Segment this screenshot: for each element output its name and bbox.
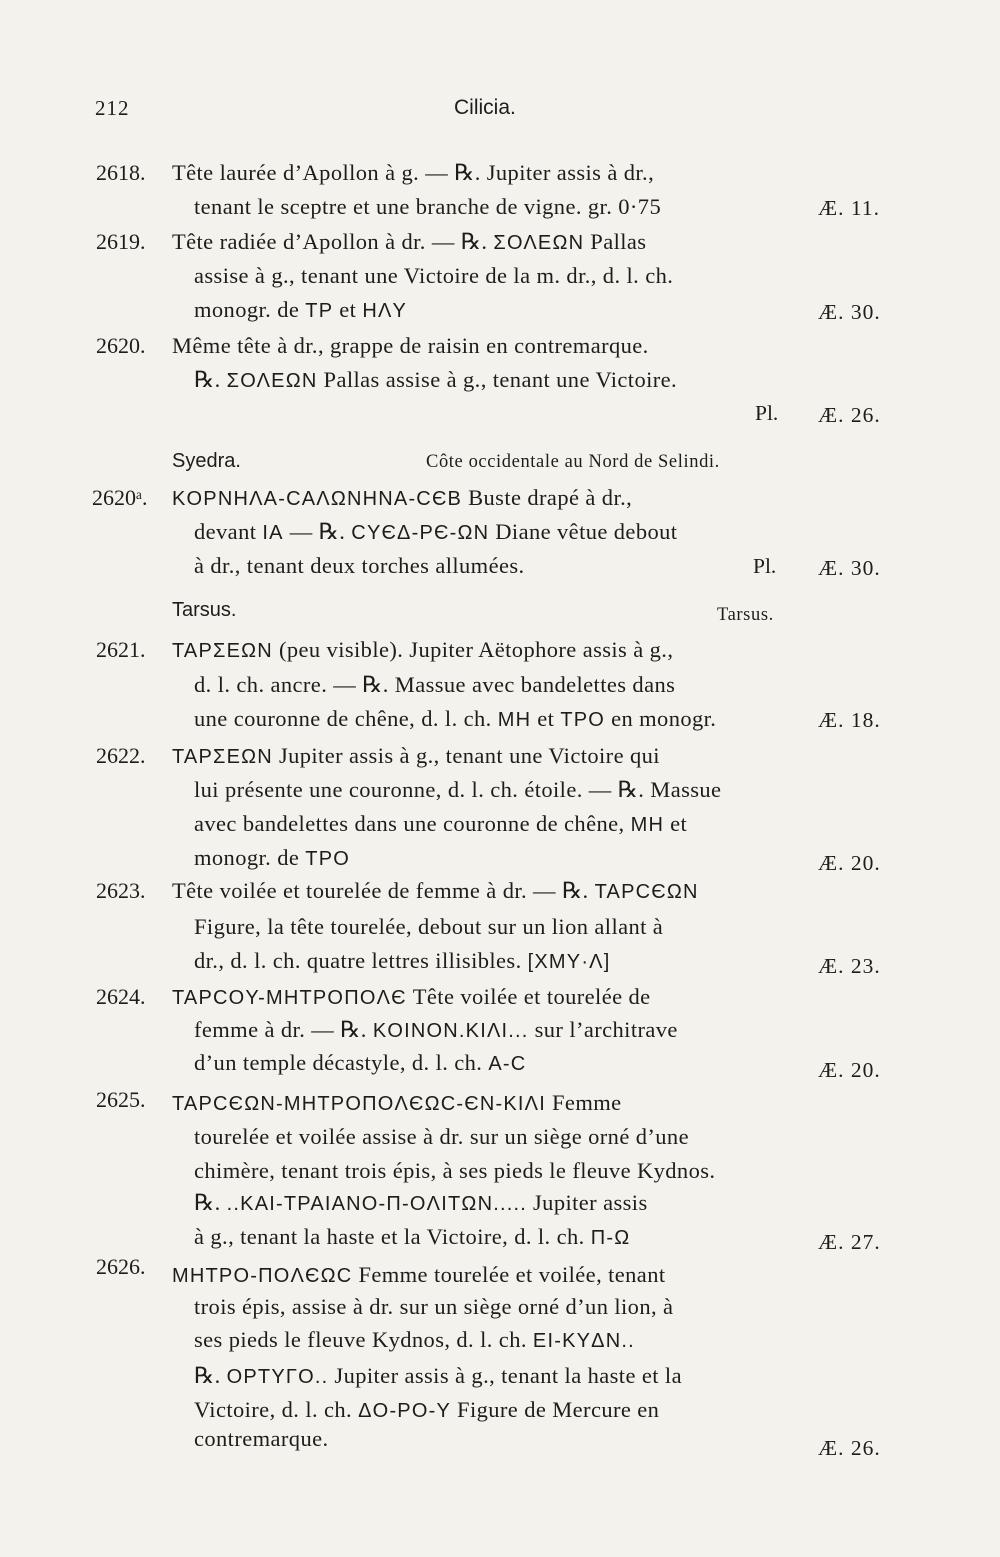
entry-line xyxy=(194,1363,682,1389)
greek-legend: ΔO-PO-Y xyxy=(358,1400,451,1422)
entry-line: Tête laurée d’Apollon à g. — ℞. Jupiter assis à dr., xyxy=(172,160,655,185)
entry-line: trois épis, assise à dr. sur un siège orné d’un lion, à xyxy=(194,1294,674,1319)
metal-size: Æ. 30. xyxy=(818,300,881,324)
greek-legend: OPTYΓO.. xyxy=(226,1366,329,1388)
entry-line: tenant le sceptre et une branche de vigne. gr. 0·75 xyxy=(194,194,662,219)
line-text: ℞. xyxy=(194,1190,221,1215)
metal-size: Æ. 27. xyxy=(818,1230,881,1254)
section-location: Côte occidentale au Nord de Selindi. xyxy=(426,452,720,472)
line-text: Pallas assise à g., tenant une Victoire. xyxy=(323,367,678,392)
entry-number: 2626. xyxy=(96,1254,146,1279)
line-text: à g., tenant la haste et la Victoire, d. l. ch. xyxy=(194,1224,585,1249)
entry-line xyxy=(172,229,646,255)
entry-line xyxy=(194,297,407,323)
section-heading: Tarsus. xyxy=(172,599,237,621)
line-text: Jupiter assis xyxy=(533,1190,648,1215)
section-heading: Syedra. xyxy=(172,450,241,472)
running-title: Cilicia. xyxy=(454,96,516,119)
entry-number: 2618. xyxy=(96,160,146,185)
line-text: ses pieds le fleuve Kydnos, d. l. ch. xyxy=(194,1327,527,1352)
entry-line: à dr., tenant deux torches allumées. xyxy=(194,553,525,578)
entry-number: 2622. xyxy=(96,743,146,768)
metal-size: Æ. 30. xyxy=(818,556,881,580)
greek-legend: Π-Ω xyxy=(590,1227,631,1249)
metal-size: Æ. 18. xyxy=(818,708,881,732)
metal-size: Æ. 26. xyxy=(818,403,881,427)
line-text: femme à dr. — ℞. xyxy=(194,1017,367,1042)
line-text: Pallas xyxy=(590,229,647,254)
greek-legend: TP xyxy=(305,300,334,322)
entry-line xyxy=(194,1190,648,1216)
greek-legend: KOINON.KIΛI... xyxy=(372,1020,529,1042)
line-text: une couronne de chêne, d. l. ch. xyxy=(194,706,492,731)
entry-line xyxy=(172,878,699,904)
line-text: Femme tourelée et voilée, tenant xyxy=(358,1262,666,1287)
line-text: Buste drapé à dr., xyxy=(468,485,633,510)
line-text: en monogr. xyxy=(611,706,717,731)
greek-legend: ΣΟΛΕΩΝ xyxy=(493,232,585,254)
entry-line xyxy=(194,845,350,871)
entry-line: chimère, tenant trois épis, à ses pieds le fleuve Kydnos. xyxy=(194,1158,716,1183)
line-text: devant xyxy=(194,519,257,544)
metal-size: Æ. 23. xyxy=(818,954,881,978)
greek-legend: KOPNHΛA-CAΛΩNHNA-CЄB xyxy=(172,488,463,510)
greek-legend: MH xyxy=(630,814,665,836)
line-text: monogr. de xyxy=(194,845,300,870)
entry-line xyxy=(172,984,651,1010)
entry-line xyxy=(194,1397,659,1423)
entry-line xyxy=(194,706,716,732)
entry-number: 2624. xyxy=(96,984,146,1009)
entry-line xyxy=(194,367,677,393)
line-text: et xyxy=(339,297,357,322)
entry-line xyxy=(194,1050,526,1076)
entry-line: tourelée et voilée assise à dr. sur un siège orné d’une xyxy=(194,1124,689,1149)
line-text: ℞. xyxy=(194,367,221,392)
line-text: et xyxy=(537,706,555,731)
entry-line: d. l. ch. ancre. — ℞. Massue avec bandelettes dans xyxy=(194,672,676,697)
line-text: d’un temple décastyle, d. l. ch. xyxy=(194,1050,483,1075)
line-text: Femme xyxy=(552,1090,622,1115)
entry-line xyxy=(194,948,611,974)
line-text: — ℞. xyxy=(289,519,346,544)
line-text: et xyxy=(670,811,688,836)
entry-line xyxy=(172,1090,622,1116)
entry-number: 2620. xyxy=(96,333,146,358)
page-number: 212 xyxy=(95,96,130,120)
entry-line: Même tête à dr., grappe de raisin en contremarque. xyxy=(172,333,649,358)
greek-legend: TPO xyxy=(560,709,606,731)
greek-legend: TAPCЄΩN xyxy=(594,881,699,903)
metal-size: Æ. 20. xyxy=(818,851,881,875)
line-text: Diane vêtue debout xyxy=(495,519,678,544)
line-text: monogr. de xyxy=(194,297,300,322)
entry-line: contremarque. xyxy=(194,1426,329,1451)
entry-line xyxy=(172,743,660,769)
metal-size: Æ. 20. xyxy=(818,1058,881,1082)
greek-legend: MHTPO-ΠOΛЄΩC xyxy=(172,1265,353,1287)
line-text: Tête voilée et tourelée de xyxy=(412,984,651,1009)
entry-line xyxy=(194,811,687,837)
greek-legend: HΛY xyxy=(362,300,408,322)
entry-number: 2623. xyxy=(96,878,146,903)
plate-reference: Pl. xyxy=(753,554,777,578)
line-text: (peu visible). Jupiter Aëtophore assis à g., xyxy=(278,637,674,662)
entry-line: lui présente une couronne, d. l. ch. étoile. — ℞. Massue xyxy=(194,777,722,802)
line-text: Victoire, d. l. ch. xyxy=(194,1397,353,1422)
greek-legend: MH xyxy=(497,709,532,731)
entry-line: assise à g., tenant une Victoire de la m. dr., d. l. ch. xyxy=(194,263,674,288)
entry-number: 2620ᵃ. xyxy=(92,485,148,510)
entry-line xyxy=(172,637,673,663)
entry-line xyxy=(194,1224,630,1250)
entry-line xyxy=(194,1327,635,1353)
greek-legend: IA xyxy=(262,522,284,544)
entry-line xyxy=(194,519,677,545)
line-text: ℞. xyxy=(194,1363,221,1388)
greek-legend: CYЄΔ-PЄ-ΩN xyxy=(351,522,490,544)
line-text: sur l’architrave xyxy=(534,1017,678,1042)
plate-reference: Pl. xyxy=(755,401,779,425)
greek-legend: ΣΟΛΕΩΝ xyxy=(226,370,318,392)
entry-number: 2619. xyxy=(96,229,146,254)
greek-legend: TAPΣEΩN xyxy=(172,746,273,768)
greek-legend: A-C xyxy=(488,1053,527,1075)
line-text: dr., d. l. ch. quatre lettres illisibles. xyxy=(194,948,522,973)
line-text: Tête voilée et tourelée de femme à dr. — ℞. xyxy=(172,878,589,903)
entry-line xyxy=(172,485,632,511)
entry-line xyxy=(194,1017,678,1043)
line-text: Jupiter assis à g., tenant une Victoire qui xyxy=(278,743,660,768)
greek-legend: ..KAI-TPAIANO-Π-OΛITΩN..... xyxy=(226,1193,527,1215)
entry-line xyxy=(172,1262,666,1288)
metal-size: Æ. 11. xyxy=(818,196,880,220)
greek-legend: EI-KYΔN.. xyxy=(532,1330,635,1352)
line-text: Tête radiée d’Apollon à dr. — ℞. xyxy=(172,229,488,254)
metal-size: Æ. 26. xyxy=(818,1436,881,1460)
entry-line: Figure, la tête tourelée, debout sur un lion allant à xyxy=(194,914,664,939)
section-location: Tarsus. xyxy=(717,605,774,625)
greek-legend: [XMY·Λ] xyxy=(527,951,611,973)
line-text: avec bandelettes dans une couronne de chêne, xyxy=(194,811,625,836)
greek-legend: TAPCOY-MHTPOΠOΛЄ xyxy=(172,987,407,1009)
greek-legend: TPO xyxy=(305,848,350,870)
greek-legend: TAPΣEΩN xyxy=(172,640,273,662)
greek-legend: TAPCЄΩN-MHTPOΠOΛЄΩC-ЄN-KIΛI xyxy=(172,1093,546,1115)
entry-number: 2621. xyxy=(96,637,146,662)
line-text: Figure de Mercure en xyxy=(457,1397,660,1422)
line-text: Jupiter assis à g., tenant la haste et la xyxy=(334,1363,682,1388)
entry-number: 2625. xyxy=(96,1087,146,1112)
